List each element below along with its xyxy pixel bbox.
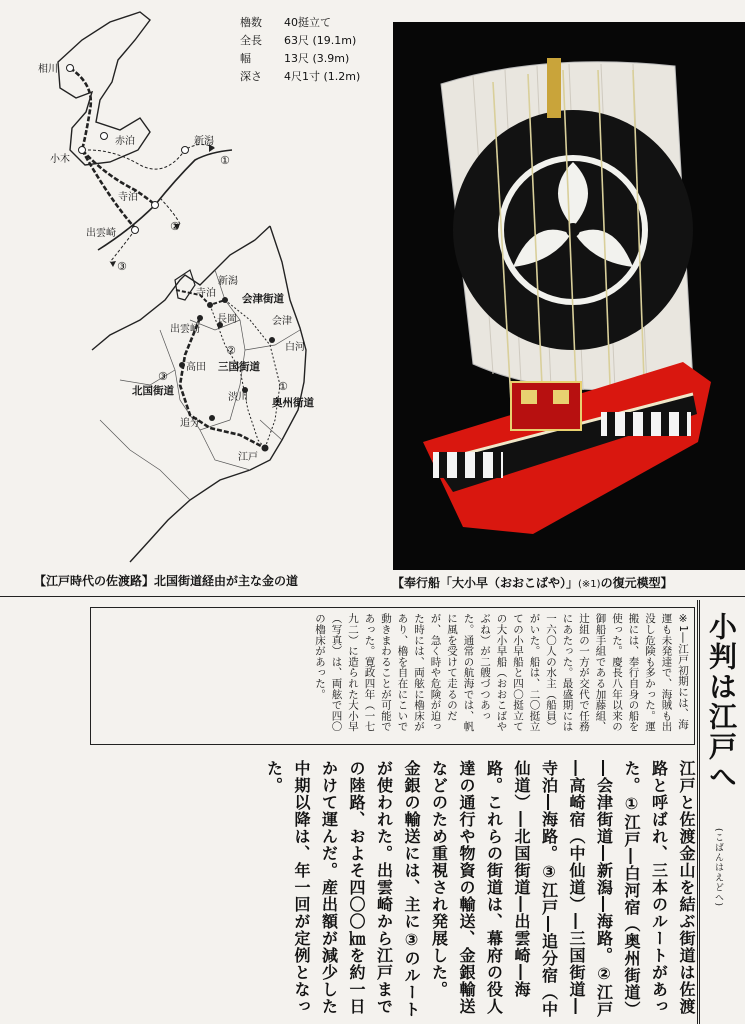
map-caption: 【江戸時代の佐渡路】北国街道経由が主な金の道 <box>34 574 299 588</box>
spec-label: 全長 <box>240 34 262 47</box>
spec-value: 4尺1寸 (1.2m) <box>284 70 361 83</box>
route-1-top: ① <box>220 154 230 167</box>
label-izumozaki-bottom: 出雲崎 <box>170 324 200 335</box>
spec-value: 13尺 (3.9m) <box>284 52 350 65</box>
ship-model-photo <box>393 22 745 570</box>
section-divider <box>0 596 745 597</box>
spec-label: 櫓数 <box>240 16 262 29</box>
label-niigata-bottom: 新潟 <box>218 276 238 287</box>
spec-value: 63尺 (19.1m) <box>284 34 357 47</box>
route-2-bottom: ② <box>226 344 236 357</box>
spec-row <box>240 32 360 50</box>
label-izumozaki-top: 出雲崎 <box>86 228 116 239</box>
label-aizu: 会津 <box>272 316 292 327</box>
photo-caption-note: (※1) <box>578 579 601 590</box>
label-niigata-top: 新潟 <box>194 136 214 147</box>
route-1-bottom: ① <box>278 380 288 393</box>
spec-value: 40挺立て <box>284 16 331 29</box>
photo-caption <box>392 574 673 591</box>
spec-label: 深さ <box>240 70 262 83</box>
label-takada: 高田 <box>186 362 206 373</box>
spec-label: 幅 <box>240 52 251 65</box>
label-teradomari-bottom: 寺泊 <box>196 288 216 299</box>
label-ogi: 小木 <box>50 154 70 165</box>
label-aizu-kaido: 会津街道 <box>242 293 284 305</box>
label-akadomari: 赤泊 <box>115 136 135 147</box>
label-shibukawa: 渋川 <box>228 392 248 403</box>
photo-caption-main: 【奉行船「大小早（おおこばや）」 <box>392 576 579 590</box>
label-oiwake: 追分 <box>180 418 200 429</box>
ship-specs <box>240 14 360 86</box>
label-shirakawa: 白河 <box>285 342 305 353</box>
route-3-bottom: ③ <box>158 370 168 383</box>
route-3-top: ③ <box>117 260 127 273</box>
label-nagaoka: 長岡 <box>217 314 237 325</box>
article-body: 江戸と佐渡金山を結ぶ街道は佐渡路と呼ばれ、三本のルートがあった。①江戸―白河宿（奥州街道）―会津街道―新潟―海路。②江戸―高崎宿（中仙道）―三国街道―寺泊―海路。③江戸―追分宿（中仙道）―北国街道―出雲崎―海路。これらの街道は、幕府の役人達の通行や物資の輸送、金銀輸送などのため重視され発展した。 金銀の輸送には、主に③のルートが使われた。出雲崎から江戸までの陸路、およそ四〇〇㎞を約一日かけて運んだ。産出額が減少した中期以降は、年一回が定例となった。 <box>264 760 696 1018</box>
label-mikuni-kaido: 三国街道 <box>218 361 260 373</box>
label-aikawa: 相川 <box>38 64 58 75</box>
spec-row <box>240 50 360 68</box>
spec-row <box>240 14 360 32</box>
photo-caption-tail: の復元模型】 <box>600 576 673 590</box>
article-title: 小判は江戸へ <box>705 612 738 792</box>
sado-island <box>58 12 150 165</box>
label-teradomari-top: 寺泊 <box>118 192 138 203</box>
label-oshu-kaido: 奥州街道 <box>272 397 314 409</box>
label-edo: 江戸 <box>238 452 258 463</box>
spec-row <box>240 68 360 86</box>
honshu-outline <box>92 226 306 562</box>
route-2-top: ② <box>170 220 180 233</box>
article-title-reading: (こばんはえどへ) <box>713 828 723 908</box>
ship-illustration <box>393 22 745 570</box>
footnote-text: ※1―江戸初期には、海運も未発達で、海賊も出没し危険も多かった。運搬には、奉行自身の船を使った。慶長八年以来の御船手組である加藤組、辻組の一方が交代で任務にあたった。最盛期には一六〇人の水主（船員）がいた。船は、二〇挺立ての小早船と四〇挺立ての大小早船（おおこばやぶね）が二艘づつあった。通常の航海では、帆に風を受けて走るのだが、急く時や危険が迫った時には、両舷に櫓床があり、櫓を自在にこいで動きまわることが可能であった。寛政四年（一七九二）に造られた大小早（写真）は、両舷で四〇の櫓床があった。 <box>314 613 689 732</box>
label-hokkoku-kaido: 北国街道 <box>132 385 174 397</box>
